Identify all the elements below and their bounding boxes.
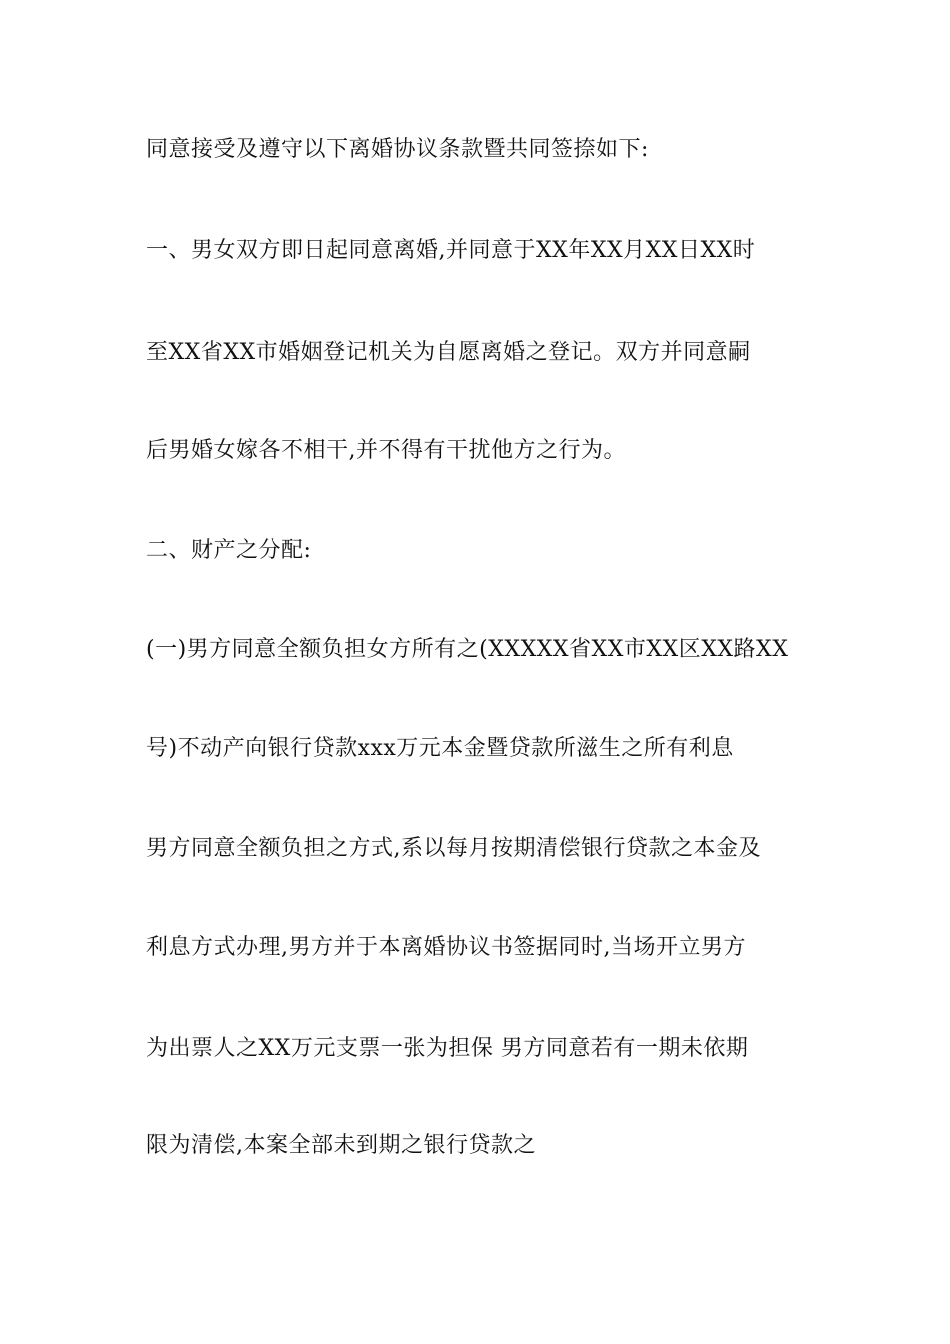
paragraph-line-9: 利息方式办理,男方并于本离婚协议书签据同时,当场开立男方 <box>146 935 746 960</box>
paragraph-line-4: 后男婚女嫁各不相干,并不得有干扰他方之行为。 <box>146 438 626 463</box>
paragraph-line-3: 至XX省XX市婚姻登记机关为自愿离婚之登记。双方并同意嗣 <box>146 340 751 365</box>
paragraph-line-6: (一)男方同意全额负担女方所有之(XXXXX省XX市XX区XX路XX <box>146 637 789 662</box>
paragraph-line-8: 男方同意全额负担之方式,系以每月按期清偿银行贷款之本金及 <box>146 836 761 861</box>
section-heading-property: 二、财产之分配: <box>146 538 312 563</box>
paragraph-line-2: 一、男女双方即日起同意离婚,并同意于XX年XX月XX日XX时 <box>146 238 756 263</box>
paragraph-line-7: 号)不动产向银行贷款xxx万元本金暨贷款所滋生之所有利息 <box>146 736 734 761</box>
paragraph-line-10: 为出票人之XX万元支票一张为担保 男方同意若有一期未依期 <box>146 1036 749 1061</box>
paragraph-line-1: 同意接受及遵守以下离婚协议条款暨共同签捺如下: <box>146 137 649 162</box>
paragraph-line-11: 限为清偿,本案全部未到期之银行贷款之 <box>146 1133 536 1158</box>
